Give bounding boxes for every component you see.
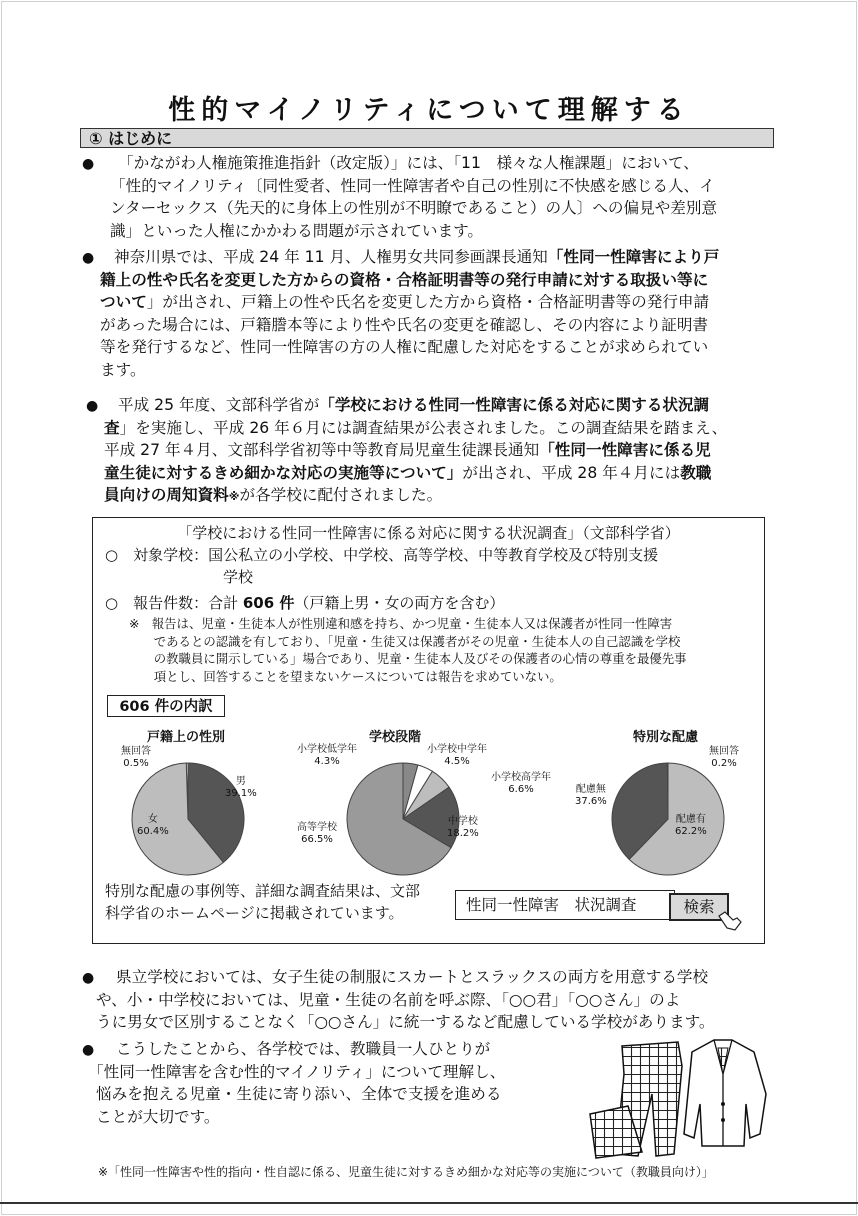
pie2-label-lower — [297, 744, 357, 768]
paragraph-2 — [100, 246, 780, 381]
search-keywords: 性同一性障害 状況調査 — [466, 896, 637, 914]
p3-text: が出され、平成 28 年４月には — [462, 463, 681, 482]
p4-line: うに男女で区別することなく「○○さん」に統一するなど配慮している学校があります。 — [96, 1013, 715, 1031]
pie2-title: 学校段階 — [369, 730, 422, 745]
pie2-label-upper — [491, 772, 551, 796]
slice-label: 配慮無 — [575, 784, 606, 795]
slice-value: 62.2% — [675, 826, 707, 837]
reports-count: 606 件 — [242, 594, 295, 612]
p3-bold: 「性同一性障害に係る児 — [539, 441, 711, 459]
note-line: ※ 報告は、児童・生徒本人が性別違和感を持ち、かつ児童・生徒本人又は保護者が性同一性障害 — [129, 616, 673, 631]
slice-label: 男 — [235, 776, 246, 787]
p4-line: や、小・中学校においては、児童・生徒の名前を呼ぶ際、「○○君」「○○さん」のよ — [96, 990, 681, 1009]
slice-value: 66.5% — [301, 834, 333, 845]
slice-value: 39.1% — [225, 788, 257, 799]
cursor-hand-icon — [717, 910, 743, 932]
p2-text: ます。 — [100, 360, 146, 379]
footnote: ※「性同一性障害や性的指向・性自認に係る、児童生徒に対するきめ細かな対応等の実施について（教職員向け）」 — [98, 1165, 714, 1179]
p5-line: こうしたことから、各学校では、教職員一人ひとりが — [116, 1040, 491, 1058]
p5-line: 悩みを抱える児童・生徒に寄り添い、全体で支援を進める — [96, 1085, 502, 1103]
survey-reports — [105, 592, 504, 614]
p3-text: が各学校に配付されました。 — [239, 486, 443, 504]
pie2-label-middle — [427, 744, 487, 768]
p2-text: 等を発行するなど、性同一性障害の方の人権に配慮した対応をすることが求められてい — [100, 338, 709, 356]
pie1-label-female — [137, 814, 169, 838]
bullet-4: ● — [82, 970, 95, 986]
pie3-label-yes — [675, 814, 707, 838]
paragraph-5 — [88, 1038, 566, 1128]
p2-bold: 「性同一性障害により戸 — [547, 248, 720, 266]
p3-mark: ※ — [228, 490, 240, 503]
p5-line: 「性同一性障害を含む性的マイノリティ」について理解し、 — [88, 1062, 506, 1081]
p1-line: 「かながわ人権施策推進指針（改定版）」には、「11 様々な人権課題」において、 — [118, 154, 699, 172]
bullet-2: ● — [82, 250, 95, 266]
slice-label: 女 — [147, 814, 158, 825]
slice-value: 0.5% — [123, 758, 149, 769]
p3-text: 平成 25 年度、文部科学省が — [118, 396, 320, 414]
reports-text: ○ 報告件数：合計 — [105, 594, 243, 612]
slice-value: 37.6% — [575, 796, 607, 807]
slice-label: 配慮有 — [675, 814, 706, 825]
p3-bold: 査 — [104, 418, 120, 437]
pie2-label-high — [297, 822, 337, 846]
slice-label: 小学校高学年 — [491, 772, 551, 783]
pie3-label-noanswer — [709, 746, 739, 770]
slice-value: 6.6% — [508, 784, 534, 795]
section-heading: ① はじめに — [80, 128, 774, 148]
p2-bold: ついて — [100, 293, 147, 311]
survey-note — [129, 615, 755, 685]
paragraph-3 — [104, 394, 780, 509]
slice-label: 高等学校 — [297, 822, 337, 833]
bullet-3: ● — [86, 398, 99, 414]
slice-label: 中学校 — [447, 816, 478, 827]
p3-bold: 教職 — [680, 463, 712, 482]
slice-label: 無回答 — [121, 746, 151, 757]
p3-text: 」を実施し、平成 26 年６月には調査結果が公表されました。この調査結果を踏まえ、 — [119, 418, 728, 437]
bullet-1: ● — [82, 156, 95, 172]
slice-label: 無回答 — [709, 746, 739, 757]
footer-line: 科学省のホームページに掲載されています。 — [105, 904, 404, 922]
p1-line: 「性的マイノリティ〔同性愛者、性同一性障害者や自己の性別に不快感を感じる人、イ — [110, 176, 715, 195]
p3-bold: 童生徒に対するきめ細かな対応の実施等について」 — [104, 463, 463, 482]
pie-chart-special-care — [603, 754, 733, 884]
p3-text: 平成 27 年４月、文部科学省初等中等教育局児童生徒課長通知 — [104, 441, 540, 459]
p3-bold: 員向けの周知資料 — [104, 486, 229, 504]
note-line: であるとの認識を有しており、「児童・生徒又は保護者がその児童・生徒本人の自己認識を学校 — [129, 633, 681, 649]
pie1-title: 戸籍上の性別 — [147, 730, 226, 745]
paragraph-1 — [110, 152, 778, 242]
note-line: 項とし、回答することを望まないケースについては報告を求めていない。 — [129, 668, 562, 684]
slice-value: 0.2% — [711, 758, 737, 769]
slice-value: 4.3% — [314, 756, 340, 767]
bottom-rule — [0, 1202, 858, 1204]
page-title: 性的マイノリティについて理解する — [168, 95, 690, 126]
survey-title: 「学校における性同一性障害に係る対応に関する状況調査」（文部科学省） — [177, 524, 680, 542]
survey-target: ○ 対象学校：国公私立の小学校、中学校、高等学校、中等教育学校及び特別支援 — [105, 546, 659, 564]
pie3-title: 特別な配慮 — [633, 730, 699, 745]
pie2-label-junior — [447, 816, 479, 840]
pie3-label-no — [575, 784, 607, 808]
school-uniform-illustration — [582, 1034, 772, 1162]
slice-label: 小学校中学年 — [427, 744, 487, 755]
slice-label: 小学校低学年 — [297, 744, 357, 755]
pie1-label-noanswer — [121, 746, 151, 770]
survey-box — [92, 517, 765, 944]
p2-text: 神奈川県では、平成 24 年 11 月、人権男女共同参画課長通知 — [114, 248, 548, 266]
slice-value: 4.5% — [444, 756, 470, 767]
p2-text: があった場合には、戸籍謄本等により性や氏名の変更を確認し、その内容により証明書 — [100, 315, 709, 334]
footer-line: 特別な配慮の事例等、詳細な調査結果は、文部 — [105, 882, 421, 900]
p2-text: 」が出され、戸籍上の性や氏名を変更した方から資格・合格証明書等の発行申請 — [146, 293, 710, 311]
search-button[interactable]: 検索 — [669, 893, 729, 921]
breakdown-label: 606 件の内訳 — [107, 695, 225, 717]
slice-value: 60.4% — [137, 826, 169, 837]
pie1-label-male — [225, 776, 257, 800]
p5-line: ことが大切です。 — [96, 1107, 220, 1126]
p3-bold: 「学校における性同一性障害に係る対応に関する状況調 — [319, 396, 710, 414]
reports-note: （戸籍上男・女の両方を含む） — [294, 594, 505, 612]
note-line: の教職員に開示している」場合であり、児童・生徒本人及びその保護者の心情の尊重を最優先事 — [129, 651, 687, 666]
survey-target-cont: 学校 — [223, 568, 254, 586]
slice-value: 18.2% — [447, 828, 479, 839]
p1-line: 識」といった人権にかかわる問題が示されています。 — [110, 221, 484, 240]
survey-footer — [105, 880, 420, 924]
search-box — [455, 890, 675, 920]
p2-bold: 籍上の性や氏名を変更した方からの資格・合格証明書等の発行申請に対する取扱い等に — [100, 270, 709, 289]
bullet-5: ● — [82, 1042, 95, 1058]
p1-line: ンターセックス（先天的に身体上の性別が不明瞭であること）の人〕への偏見や差別意 — [110, 199, 718, 217]
paragraph-4 — [96, 966, 796, 1034]
p4-line: 県立学校においては、女子生徒の制服にスカートとスラックスの両方を用意する学校 — [116, 968, 709, 986]
